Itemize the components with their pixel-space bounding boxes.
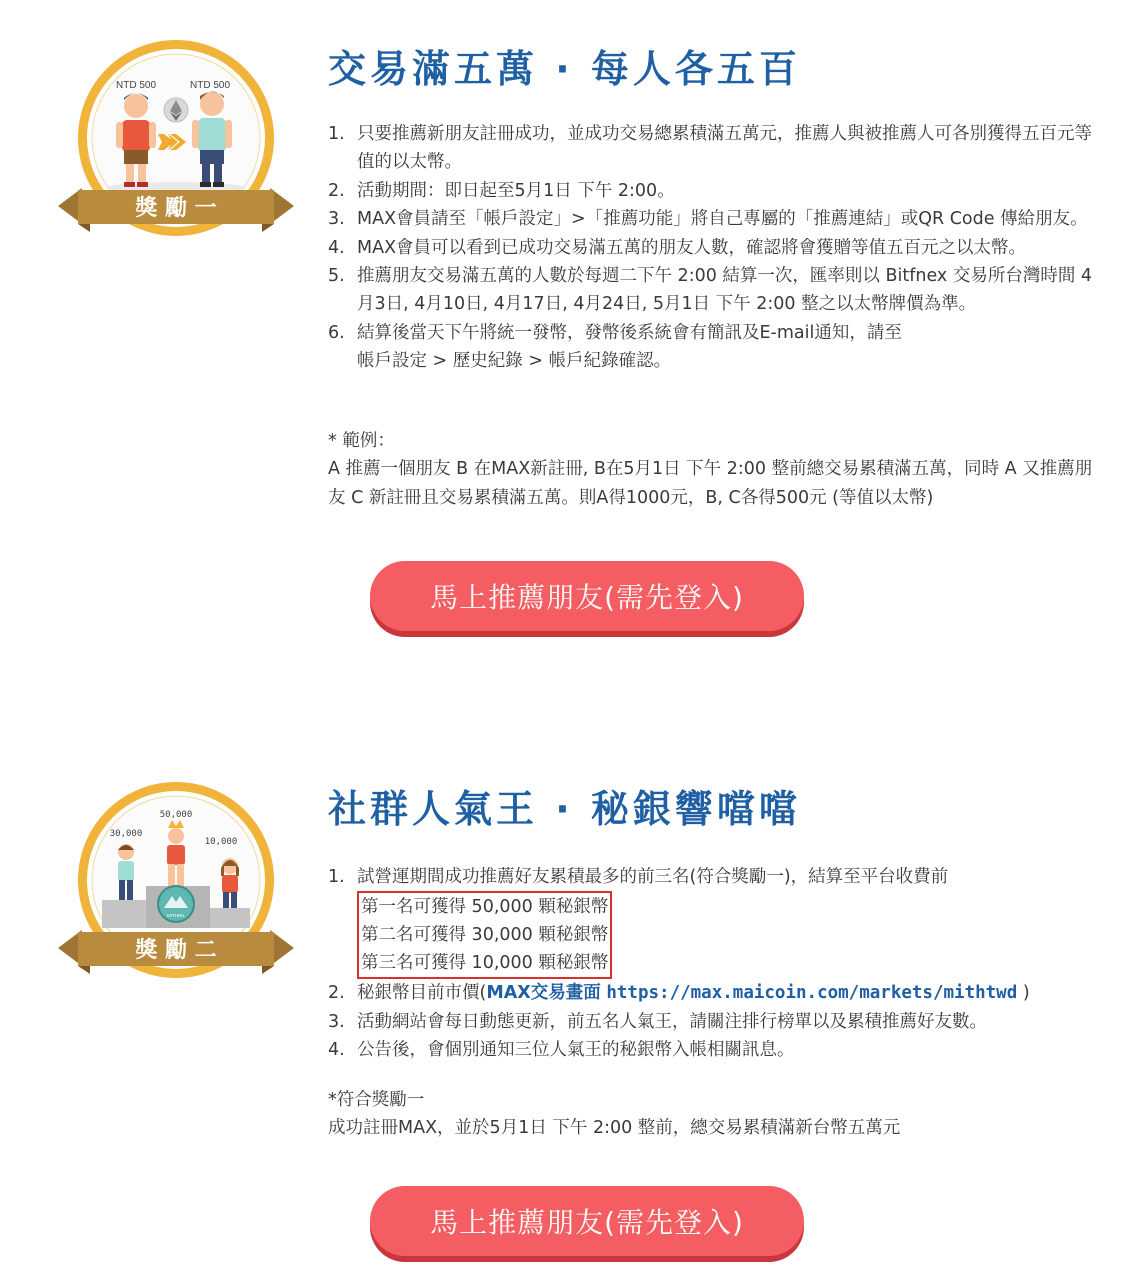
list-item: 1. 試營運期間成功推薦好友累積最多的前三名(符合獎勵一)，結算至平台收費前 — [328, 867, 949, 887]
list-item: 4. 公告後，會個別通知三位人氣王的秘銀幣入帳相關訊息。 — [328, 1040, 795, 1061]
prize-box-item — [328, 891, 1098, 979]
list-item: 3. MAX會員請至「帳戶設定」>「推薦功能」將自己專屬的「推薦連結」或QR Code 傳給朋友。 — [328, 209, 1088, 230]
refer-friend-button[interactable]: 馬上推薦朋友(需先登入) — [370, 1186, 804, 1256]
svg-text:30,000: 30,000 — [109, 829, 143, 839]
prize-first: 第一名可獲得 50,000 顆秘銀幣 — [361, 897, 609, 918]
badge-label: 獎 勵 一 — [135, 196, 217, 221]
section2-title: 社群人氣王 · 秘銀響噹噹 — [328, 787, 801, 831]
refer-friend-button[interactable]: 馬上推薦朋友(需先登入) — [370, 561, 804, 631]
svg-text:10,000: 10,000 — [204, 837, 238, 847]
max-trading-link[interactable]: MAX交易畫面 — [486, 983, 601, 1004]
section1-title: 交易滿五萬 · 每人各五百 — [328, 47, 801, 91]
list-item: 5. 推薦朋友交易滿五萬的人數於每週二下午 2:00 結算一次，匯率則以 Bitfnex 交易所台灣時間 4月3日, 4月10日, 4月17日, 4月24日, 5月1日 下午 2:00 整之以太幣牌價為準。 — [328, 266, 1093, 315]
list-item: 4. MAX會員可以看到已成功交易滿五萬的朋友人數，確認將會獲贈等值五百元之以太幣。 — [328, 237, 1027, 258]
prize-highlight-box — [357, 891, 612, 979]
reward-one-badge — [58, 38, 294, 248]
svg-text:NTD 500: NTD 500 — [189, 80, 231, 91]
market-url-link[interactable]: https://max.maicoin.com/markets/mithtwd — [606, 983, 1018, 1004]
note-text: 成功註冊MAX，並於5月1日 下午 2:00 整前，總交易累積滿新台幣五萬元 — [328, 1118, 901, 1139]
note-title: *符合獎勵一 — [328, 1090, 425, 1110]
list-item: 2. 秘銀幣目前市價(MAX交易畫面 https://max.maicoin.com/markets/mithtwd ) — [328, 983, 1030, 1004]
mithril-coin-icon — [158, 886, 194, 922]
svg-text:50,000: 50,000 — [159, 810, 193, 820]
section2-rules-list — [328, 863, 1098, 1065]
reward-two-badge — [58, 780, 294, 990]
list-item: 1. 只要推薦新朋友註冊成功，並成功交易總累積滿五萬元，推薦人與被推薦人可各別獲得五百元等值的以太幣。 — [328, 124, 1092, 173]
section1-rules-list — [328, 120, 1098, 376]
badge-label: 獎 勵 二 — [135, 938, 217, 963]
svg-text:NTD 500: NTD 500 — [115, 80, 157, 91]
example-title: * 範例： — [328, 431, 395, 451]
list-item: 6. 結算後當天下午將統一發幣，發幣後系統會有簡訊及E-mail通知，請至 帳戶設定 > 歷史紀錄 > 帳戶紀錄確認。 — [328, 322, 902, 372]
example-block — [328, 427, 1098, 512]
example-text: A 推薦一個朋友 B 在MAX新註冊, B在5月1日 下午 2:00 整前總交易累積滿五萬，同時 A 又推薦朋友 C 新註冊且交易累積滿五萬。則A得1000元，B, C各得500元 (等值以太幣) — [328, 459, 1093, 508]
list-item: 2. 活動期間：即日起至5月1日 下午 2:00。 — [328, 180, 675, 201]
prize-third: 第三名可獲得 10,000 顆秘銀幣 — [361, 953, 609, 974]
ethereum-coin-icon — [164, 98, 188, 122]
prize-second: 第二名可獲得 30,000 顆秘銀幣 — [361, 925, 609, 946]
eligibility-note — [328, 1086, 1098, 1143]
list-item: 3. 活動網站會每日動態更新，前五名人氣王，請關注排行榜單以及累積推薦好友數。 — [328, 1011, 987, 1032]
svg-text:MITHRIL: MITHRIL — [167, 913, 185, 918]
reward-two-section — [0, 760, 1121, 1280]
